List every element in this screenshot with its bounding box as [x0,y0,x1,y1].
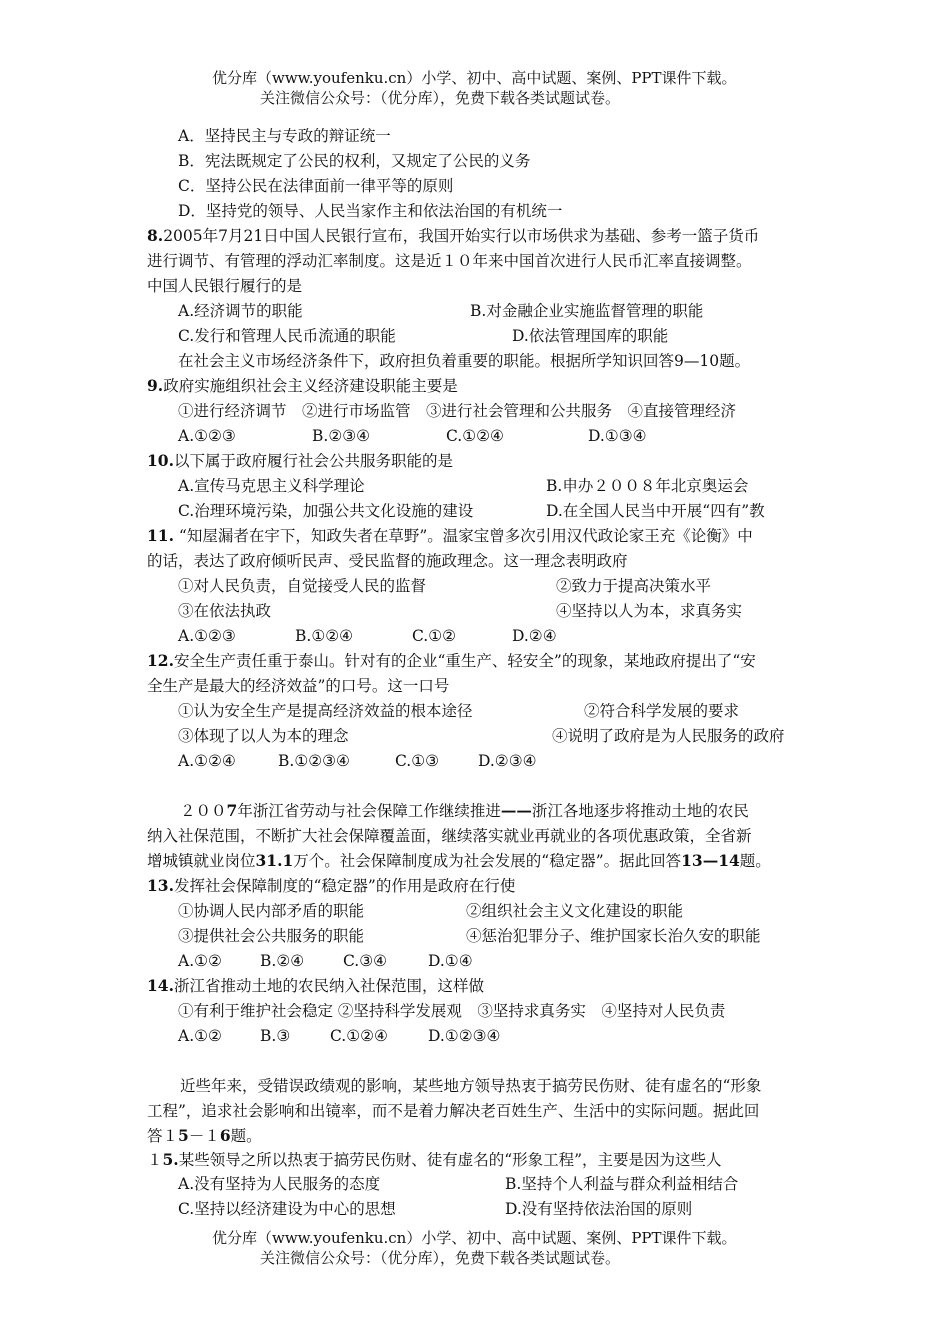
q13-stem: 13.发挥社会保障制度的“稳定器”的作用是政府在行使 [147,876,516,895]
q7-option-b: B．宪法既规定了公民的权利，又规定了公民的义务 [178,152,531,170]
q8-number: 8. [147,226,164,245]
q9-option-c: C.①②④ [446,427,504,445]
q13-item-4: ④惩治犯罪分子、维护国家长治久安的职能 [466,927,761,945]
q14-option-c: C.①②④ [330,1027,388,1045]
footer-line-2: 关注微信公众号：（优分库），免费下载各类试题试卷。 [260,1249,621,1267]
q7-option-d: D．坚持党的领导、人民当家作主和依法治国的有机统一 [178,202,563,220]
q10-option-c: C.治理环境污染，加强公共文化设施的建设 [178,502,474,520]
q11-option-c: C.①② [412,627,457,645]
q13-item-1: ①协调人民内部矛盾的职能 [178,902,365,920]
q8-option-b: B.对金融企业实施监督管理的职能 [470,302,704,320]
intro-13-14-line-2: 纳入社保范围，不断扩大社会保障覆盖面，继续落实就业再就业的各项优惠政策，全省新 [147,827,752,845]
q12-stem-line-1: 12.安全生产责任重于泰山。针对有的企业“重生产、轻安全”的现象，某地政府提出了“安 [147,651,756,670]
intro-13-14-line-3: 增城镇就业岗位31.1万个。社会保障制度成为社会发展的“稳定器”。据此回答13—14题。 [147,851,771,870]
q10-option-a: A.宣传马克思主义科学理论 [178,477,365,495]
q9-option-b: B.②③④ [312,427,371,445]
q8-option-d: D.依法管理国库的职能 [512,327,669,345]
intro-15-16-line-1: 近些年来，受错误政绩观的影响，某些地方领导热衷于搞劳民伤财、徒有虚名的“形象 [180,1077,762,1095]
q15-option-b: B.坚持个人利益与群众利益相结合 [505,1175,739,1193]
q13-option-d: D.①④ [428,952,473,970]
q15-option-a: A.没有坚持为人民服务的态度 [178,1175,381,1193]
q12-option-b: B.①②③④ [278,752,350,770]
q11-stem-line-2: 的话，表达了政府倾听民声、受民监督的施政理念。这一理念表明政府 [147,552,628,570]
q9-option-d: D.①③④ [588,427,647,445]
q14-stem: 14.浙江省推动土地的农民纳入社保范围，这样做 [147,976,484,995]
q10-stem: 10.以下属于政府履行社会公共服务职能的是 [147,451,453,470]
q13-option-c: C.③④ [343,952,388,970]
q11-option-a: A.①②③ [178,627,236,645]
q11-option-b: B.①②④ [295,627,354,645]
q9-option-a: A.①②③ [178,427,236,445]
q11-item-4: ④坚持以人为本，求真务实 [556,602,743,620]
header-line-2: 关注微信公众号：（优分库），免费下载各类试题试卷。 [260,89,621,107]
q11-stem-line-1: 11. “知屋漏者在宇下，知政失者在草野”。温家宝曾多次引用汉代政论家王充《论衡》中 [147,526,753,545]
q12-option-d: D.②③④ [478,752,537,770]
footer-line-1: 优分库（www.youfenku.cn）小学、初中、高中试题、案例、PPT课件下载。 [212,1229,737,1247]
q8-option-a: A.经济调节的职能 [178,302,303,320]
q14-option-a: A.①② [178,1027,222,1045]
q14-option-d: D.①②③④ [428,1027,501,1045]
q13-option-b: B.②④ [260,952,305,970]
q13-option-a: A.①② [178,952,222,970]
q12-stem-line-2: 全生产是最大的经济效益”的口号。这一口号 [147,677,450,695]
q15-option-d: D.没有坚持依法治国的原则 [505,1200,693,1218]
q9-items: ①进行经济调节 ②进行市场监管 ③进行社会管理和公共服务 ④直接管理经济 [178,402,737,420]
q12-item-3: ③体现了以人为本的理念 [178,727,349,745]
q11-item-3: ③在依法执政 [178,602,272,620]
q13-item-3: ③提供社会公共服务的职能 [178,927,365,945]
q9-stem: 9.政府实施组织社会主义经济建设职能主要是 [147,376,458,395]
q8-stem-line-2: 进行调节、有管理的浮动汇率制度。这是近１０年来中国首次进行人民币汇率直接调整。 [147,252,752,270]
q7-option-a: A．坚持民主与专政的辩证统一 [178,127,391,145]
q14-option-b: B.③ [260,1027,291,1045]
intro-15-16-line-3: 答１5－１6题。 [147,1126,262,1145]
q12-item-1: ①认为安全生产是提高经济效益的根本途径 [178,702,473,720]
header-line-1: 优分库（www.youfenku.cn）小学、初中、高中试题、案例、PPT课件下载。 [212,69,737,87]
q13-item-2: ②组织社会主义文化建设的职能 [466,902,684,920]
q11-item-1: ①对人民负责，自觉接受人民的监督 [178,577,427,595]
q15-option-c: C.坚持以经济建设为中心的思想 [178,1200,396,1218]
q14-items: ①有利于维护社会稳定 ②坚持科学发展观 ③坚持求真务实 ④坚持对人民负责 [178,1002,726,1020]
intro-9-10: 在社会主义市场经济条件下，政府担负着重要的职能。根据所学知识回答9—10题。 [178,352,751,370]
q7-option-c: C．坚持公民在法律面前一律平等的原则 [178,177,454,195]
q12-item-4: ④说明了政府是为人民服务的政府 [552,727,785,745]
q12-item-2: ②符合科学发展的要求 [584,702,740,720]
q11-option-d: D.②④ [512,627,557,645]
q8-stem-line-3: 中国人民银行履行的是 [147,277,303,295]
q10-option-d: D.在全国人民当中开展“四有”教 [546,502,765,520]
intro-15-16-line-2: 工程”，追求社会影响和出镜率，而不是着力解决老百姓生产、生活中的实际问题。据此回 [147,1102,760,1120]
q10-option-b: B.申办２００８年北京奥运会 [546,477,749,495]
q12-option-c: C.①③ [395,752,440,770]
q12-option-a: A.①②④ [178,752,236,770]
intro-13-14-line-1: ２００7年浙江省劳动与社会保障工作继续推进——浙江各地逐步将推动土地的农民 [180,801,749,820]
q11-item-2: ②致力于提高决策水平 [556,577,712,595]
q15-stem: １5.某些领导之所以热衷于搞劳民伤财、徒有虚名的“形象工程”，主要是因为这些人 [147,1150,722,1169]
q8-option-c: C.发行和管理人民币流通的职能 [178,327,396,345]
q8-stem-line-1: 8.2005年7月21日中国人民银行宣布，我国开始实行以市场供求为基础、参考一篮子货币 [147,226,760,245]
